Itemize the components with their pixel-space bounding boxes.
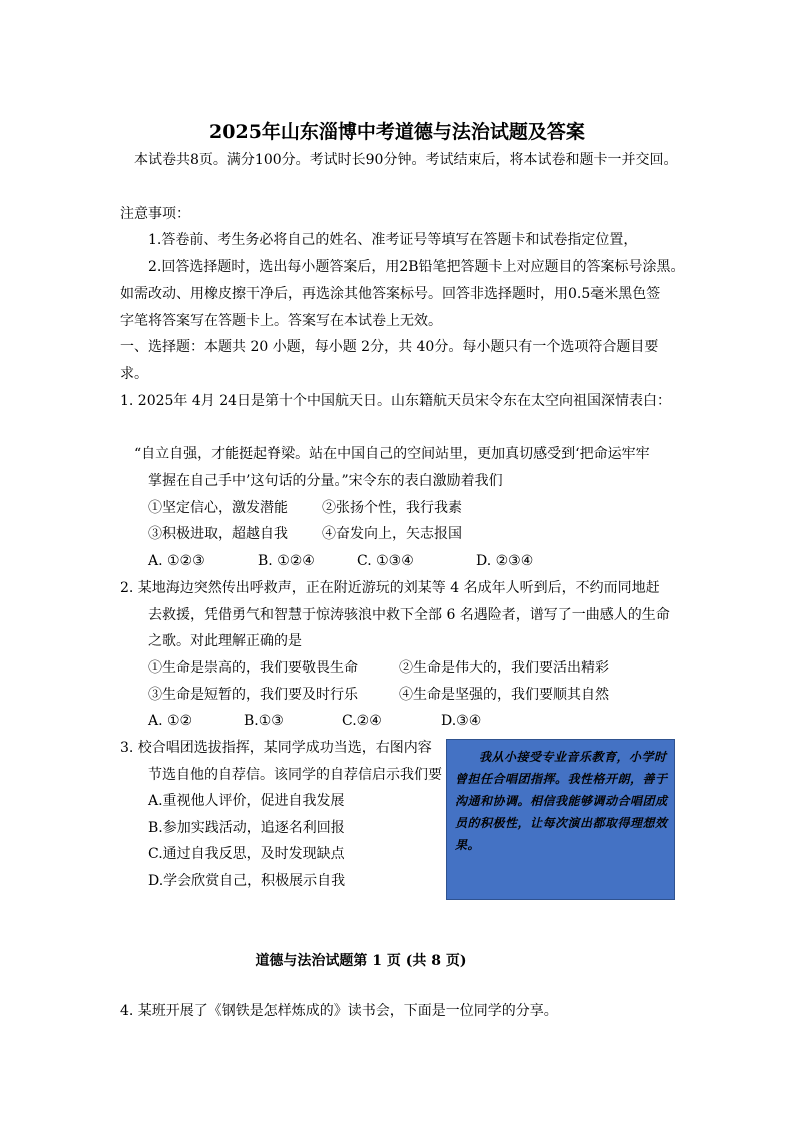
question-1-option-c: C. ①③④ (357, 553, 414, 569)
question-3-option-d: D.学会欣赏自己，积极展示自我 (148, 873, 346, 889)
question-2-stem-line-3: 之歌。对此理解正确的是 (148, 633, 302, 649)
question-3-option-b: B.参加实践活动，追逐名利回报 (148, 820, 345, 836)
question-3-option-c: C.通过自我反思，及时发现缺点 (148, 846, 345, 862)
question-2-option-c: C.②④ (342, 713, 382, 729)
question-1-option-d: D. ②③④ (476, 553, 534, 569)
section-heading-line-2: 求。 (120, 366, 148, 382)
question-2-stem-line-2: 去救援，凭借勇气和智慧于惊涛骇浪中救下全部 6 名遇险者，谱写了一曲感人的生命 (148, 607, 670, 623)
page-footer: 道德与法治试题第 1 页 (共 8 页) (255, 953, 467, 969)
question-4-stem: 4. 某班开展了《钢铁是怎样炼成的》读书会，下面是一位同学的分享。 (120, 1003, 558, 1019)
question-2-statement-2: ②生命是伟大的，我们要活出精彩 (399, 660, 609, 676)
question-1-option-b: B. ①②④ (258, 553, 315, 569)
question-2-option-d: D.③④ (441, 713, 482, 729)
question-1-statement-4: ④奋发向上，矢志报国 (322, 526, 462, 542)
self-recommendation-letter-text: 我从小接受专业音乐教育，小学时曾担任合唱团指挥。我性格开朗，善于沟通和协调。相信我能够调动合唱团成员的积极性，让每次演出都取得理想效果。 (455, 750, 668, 852)
question-2-statement-3: ③生命是短暂的，我们要及时行乐 (148, 687, 358, 703)
page-title: 2025年山东淄博中考道德与法治试题及答案 (209, 121, 585, 143)
question-1-statement-2: ②张扬个性，我行我素 (322, 500, 462, 516)
question-2-statement-1: ①生命是崇高的，我们要敬畏生命 (148, 660, 358, 676)
question-2-statement-4: ④生命是坚强的，我们要顺其自然 (399, 687, 609, 703)
question-2-stem-line-1: 2. 某地海边突然传出呼救声，正在附近游玩的刘某等 4 名成年人听到后，不约而同地赶 (120, 580, 660, 596)
section-heading-line-1: 一、选择题：本题共 20 小题，每小题 2分，共 40分。每小题只有一个选项符合题目要 (120, 339, 659, 355)
question-1-statement-1: ①坚定信心，激发潜能 (148, 500, 288, 516)
question-1-statement-3: ③积极进取，超越自我 (148, 526, 288, 542)
exam-intro: 本试卷共8页。满分100分。考试时长90分钟。考试结束后，将本试卷和题卡一并交回。 (134, 152, 678, 168)
question-2-option-b: B.①③ (244, 713, 284, 729)
question-3-option-a: A.重视他人评价，促进自我发展 (148, 793, 345, 809)
notes-item-2-line-3: 字笔将答案写在答题卡上。答案写在本试卷上无效。 (120, 313, 442, 329)
notes-heading: 注意事项： (120, 206, 190, 222)
self-recommendation-letter-box (446, 739, 675, 900)
question-2-option-a: A. ①② (148, 713, 193, 729)
question-1-quote-line-2: 掌握在自己手中’这句话的分量。”宋令东的表白激励着我们 (148, 473, 503, 489)
notes-item-1: 1.答卷前、考生务必将自己的姓名、准考证号等填写在答题卡和试卷指定位置， (148, 232, 638, 248)
notes-item-2-line-2: 如需改动、用橡皮擦干净后，再选涂其他答案标号。回答非选择题时，用0.5毫米黑色签 (120, 286, 661, 302)
question-1-stem: 1. 2025年 4月 24日是第十个中国航天日。山东籍航天员宋令东在太空向祖国深情表白： (120, 393, 672, 409)
question-3-stem-line-2: 节选自他的自荐信。该同学的自荐信启示我们要 (148, 767, 442, 783)
question-3-stem-line-1: 3. 校合唱团选拔指挥，某同学成功当选，右图内容 (120, 740, 432, 756)
question-1-quote-line-1: “自立自强，才能挺起脊梁。站在中国自己的空间站里，更加真切感受到‘把命运牢牢 (134, 446, 650, 462)
notes-item-2-line-1: 2.回答选择题时，选出每小题答案后，用2B铅笔把答题卡上对应题目的答案标号涂黑。 (148, 259, 685, 275)
question-1-option-a: A. ①②③ (148, 553, 205, 569)
